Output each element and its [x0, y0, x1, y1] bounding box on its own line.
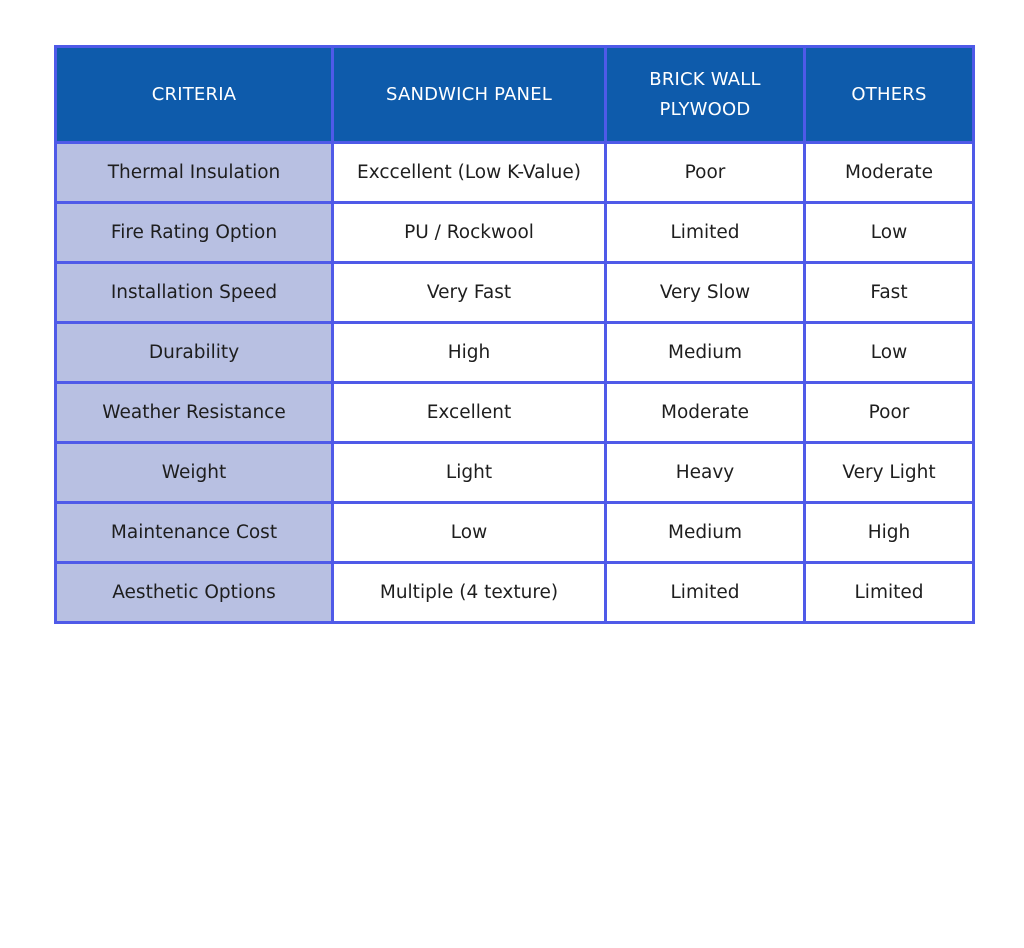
- others-cell: Low: [805, 203, 974, 263]
- others-cell: Low: [805, 323, 974, 383]
- brick-wall-cell: Medium: [606, 323, 805, 383]
- sandwich-panel-cell: High: [333, 323, 606, 383]
- sandwich-panel-cell: Exccellent (Low K-Value): [333, 143, 606, 203]
- brick-wall-cell: Moderate: [606, 383, 805, 443]
- brick-wall-cell: Medium: [606, 503, 805, 563]
- others-cell: Limited: [805, 563, 974, 623]
- table-row: [56, 143, 974, 203]
- sandwich-panel-cell: Excellent: [333, 383, 606, 443]
- brick-wall-cell: Limited: [606, 203, 805, 263]
- sandwich-panel-cell: Light: [333, 443, 606, 503]
- others-cell: Poor: [805, 383, 974, 443]
- criteria-cell: Installation Speed: [56, 263, 333, 323]
- others-cell: Very Light: [805, 443, 974, 503]
- table-row: [56, 203, 974, 263]
- brick-wall-cell: Heavy: [606, 443, 805, 503]
- header-criteria: CRITERIA: [56, 47, 333, 143]
- comparison-table: [54, 45, 975, 624]
- table-row: [56, 443, 974, 503]
- others-cell: Fast: [805, 263, 974, 323]
- sandwich-panel-cell: Very Fast: [333, 263, 606, 323]
- criteria-cell: Maintenance Cost: [56, 503, 333, 563]
- criteria-cell: Fire Rating Option: [56, 203, 333, 263]
- sandwich-panel-cell: PU / Rockwool: [333, 203, 606, 263]
- others-cell: High: [805, 503, 974, 563]
- criteria-cell: Durability: [56, 323, 333, 383]
- table-row: [56, 263, 974, 323]
- brick-wall-cell: Poor: [606, 143, 805, 203]
- header-brick-wall-plywood: BRICK WALL PLYWOOD: [606, 47, 805, 143]
- others-cell: Moderate: [805, 143, 974, 203]
- table-row: [56, 503, 974, 563]
- sandwich-panel-cell: Multiple (4 texture): [333, 563, 606, 623]
- table-header: [56, 47, 974, 143]
- header-row: [56, 47, 974, 143]
- criteria-cell: Thermal Insulation: [56, 143, 333, 203]
- sandwich-panel-cell: Low: [333, 503, 606, 563]
- brick-wall-cell: Very Slow: [606, 263, 805, 323]
- header-sandwich-panel: SANDWICH PANEL: [333, 47, 606, 143]
- table-row: [56, 563, 974, 623]
- brick-wall-cell: Limited: [606, 563, 805, 623]
- criteria-cell: Aesthetic Options: [56, 563, 333, 623]
- table-body: [56, 143, 974, 623]
- table-row: [56, 323, 974, 383]
- table-row: [56, 383, 974, 443]
- criteria-cell: Weather Resistance: [56, 383, 333, 443]
- header-others: OTHERS: [805, 47, 974, 143]
- criteria-cell: Weight: [56, 443, 333, 503]
